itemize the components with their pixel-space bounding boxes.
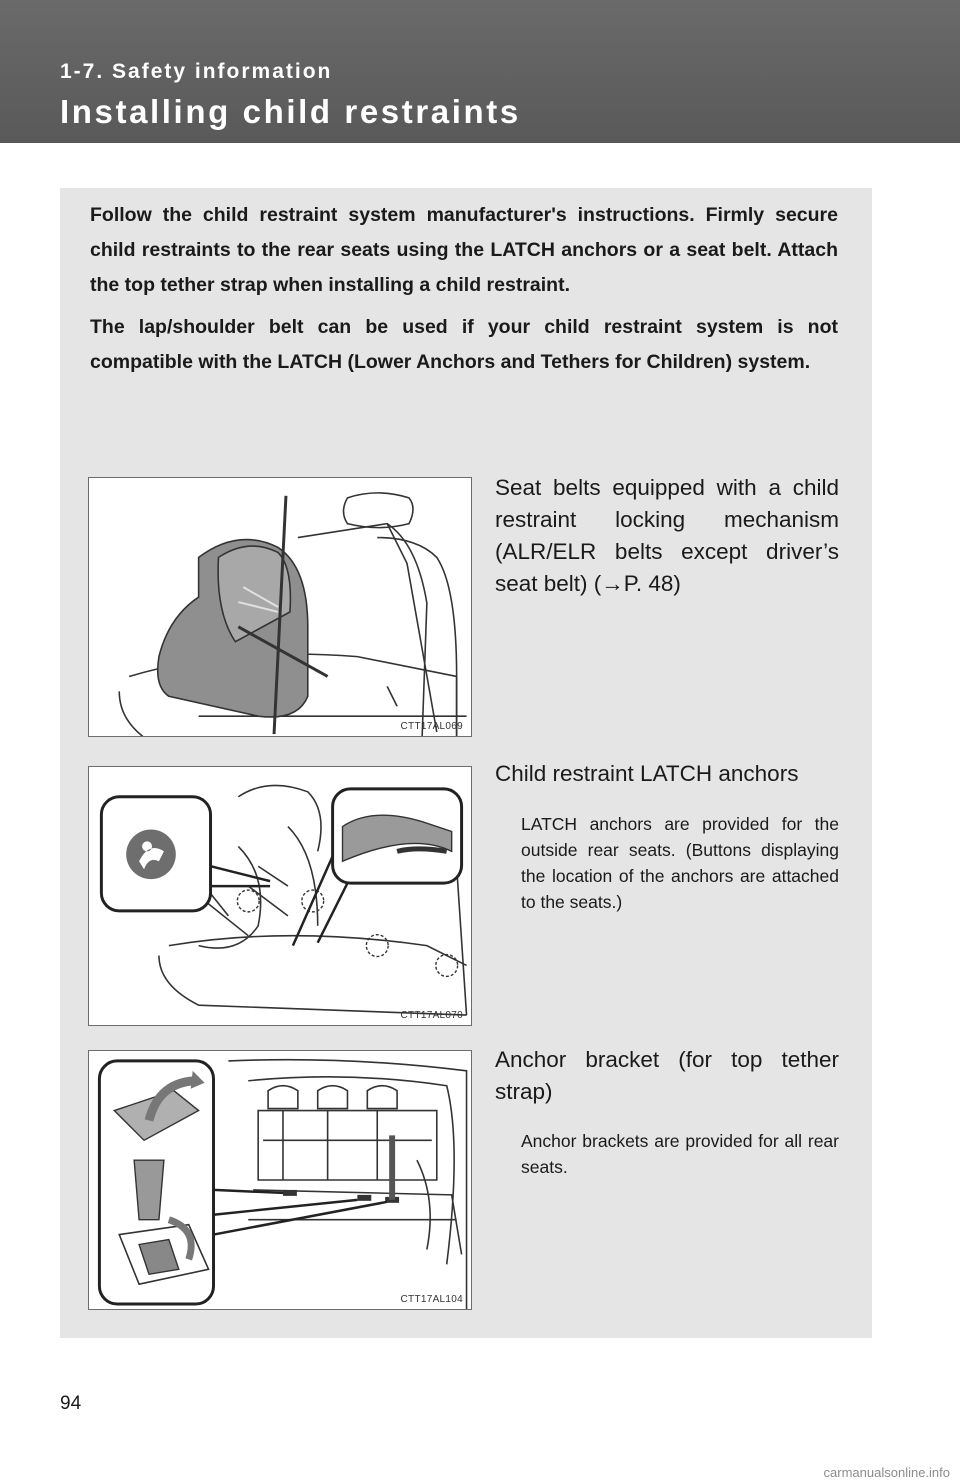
item-title-latch-anchors: Child restraint LATCH anchors xyxy=(495,761,799,786)
watermark: carmanualsonline.info xyxy=(823,1465,950,1480)
page-header xyxy=(0,0,960,143)
intro-paragraph-2: The lap/shoulder belt can be used if your child restraint system is not compatible with the LATCH (Lower Anchors and Tethers for Children) system. xyxy=(90,316,838,373)
item-title-seat-belts: Seat belts equipped with a child restraint locking mechanism (ALR/ELR belts except driver’s seat belt) (→P. 48) xyxy=(495,475,839,596)
figure-code: CTT17AL070 xyxy=(400,1010,463,1021)
latch-anchors-illustration xyxy=(89,767,471,1025)
page-number: 94 xyxy=(60,1393,82,1414)
figure-anchor-bracket xyxy=(88,1050,472,1310)
figure-code: CTT17AL104 xyxy=(400,1294,463,1305)
item-description-latch-anchors: LATCH anchors are provided for the outside rear seats. (Buttons displaying the location of the anchors are attached to the seats.) xyxy=(521,814,839,912)
child-seat-belt-illustration xyxy=(89,478,471,736)
page-title: Installing child restraints xyxy=(60,93,521,130)
figure-latch-anchors xyxy=(88,766,472,1026)
item-title-anchor-bracket: Anchor bracket (for top tether strap) xyxy=(495,1047,839,1104)
anchor-bracket-illustration xyxy=(89,1051,471,1309)
figure-seat-belt-child-seat xyxy=(88,477,472,737)
intro-paragraph-1: Follow the child restraint system manufacturer's instructions. Firmly secure child restraints to the rear seats using the LATCH anchors or a seat belt. Attach the top tether strap when installing a child restraint. xyxy=(90,204,838,296)
figure-code: CTT17AL069 xyxy=(400,721,463,732)
item-description-anchor-bracket: Anchor brackets are provided for all rear seats. xyxy=(521,1131,839,1177)
section-label: 1-7. Safety information xyxy=(60,60,333,83)
